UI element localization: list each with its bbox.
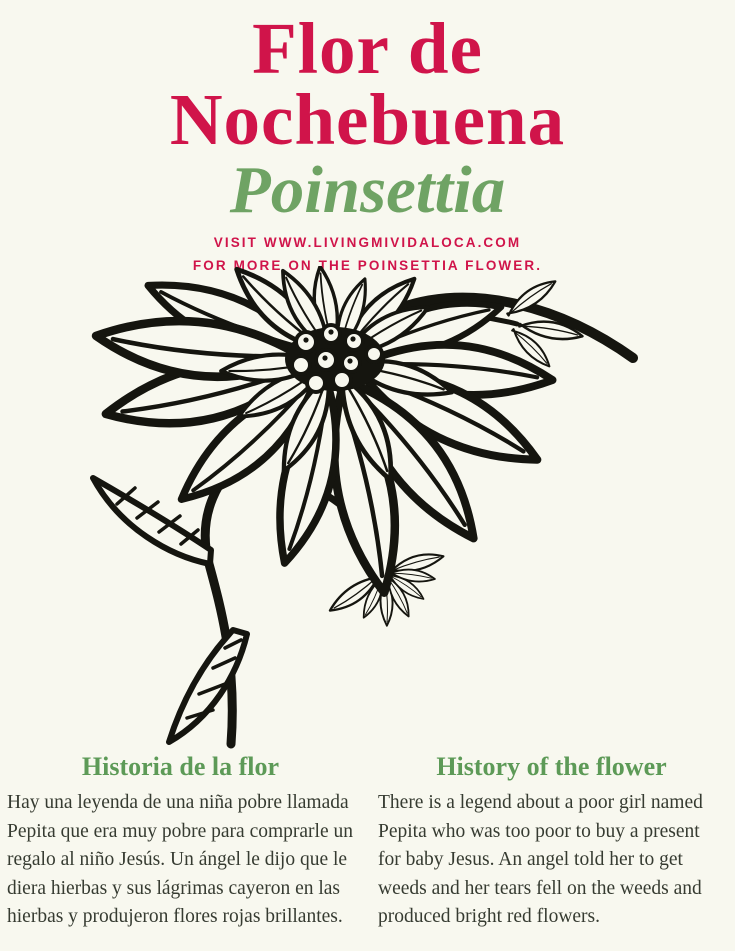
spanish-heading: Historia de la flor (81, 752, 280, 781)
story-columns (0, 752, 735, 932)
english-heading: History of the flower (436, 752, 667, 781)
title-line-2: Nochebuena (169, 78, 566, 160)
flyer-header (0, 8, 735, 277)
page-subtitle: Poinsettia (229, 152, 506, 227)
title-line-1: Flor de (252, 8, 483, 89)
english-body: There is a legend about a poor girl named Pepita who was too poor to buy a present for baby Jesus. An angel told her to get weeds and her tears fell on the weeds and produced bright red flowers. (378, 792, 703, 928)
column-spanish (7, 752, 354, 932)
page-title (0, 8, 735, 160)
poinsettia-line-art (85, 266, 645, 750)
visit-note-line-1: VISIT WWW.LIVINGMIVIDALOCA.COM (213, 234, 522, 250)
visit-note-line-2: FOR MORE ON THE POINSETTIA FLOWER. (192, 257, 543, 273)
spanish-body: Hay una leyenda de una niña pobre llamada Pepita que era muy pobre para comprarle un regalo al niño Jesús. Un ángel le dijo que le diera hierbas y sus lágrimas cayeron en las hierbas y produjeron flores rojas brillantes. (7, 792, 353, 928)
column-english (378, 752, 725, 932)
